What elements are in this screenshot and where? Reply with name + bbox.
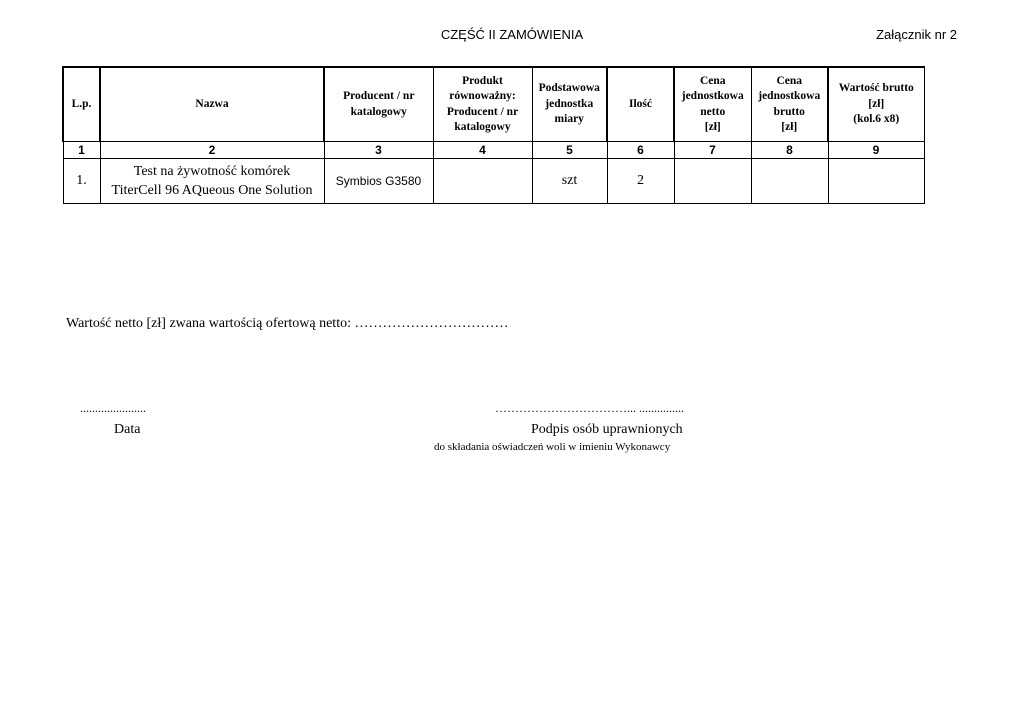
header-line: jednostkowa <box>758 90 821 102</box>
cell-name <box>100 159 324 204</box>
header-producer <box>324 67 433 142</box>
cell-name-line: TiterCell 96 AQueous One Solution <box>111 183 313 198</box>
header-line: Podstawowa <box>538 82 600 95</box>
header-line: katalogowy <box>350 105 407 118</box>
header-line: jednostkowa <box>681 90 744 102</box>
header-line: Producent / nr <box>446 105 519 118</box>
header-line: Cena <box>776 74 803 87</box>
cell-quantity: 2 <box>607 159 674 204</box>
header-line: Cena <box>699 74 726 87</box>
header-line: (kol.6 x8) <box>853 113 900 126</box>
header-line: Produkt <box>462 74 503 87</box>
column-number: 3 <box>324 142 433 159</box>
header-line: katalogowy <box>454 121 511 133</box>
header-line: brutto <box>773 105 805 118</box>
header-lp <box>63 67 100 142</box>
header-line: L.p. <box>71 97 92 110</box>
header-name <box>100 67 324 142</box>
cell-lp: 1. <box>63 159 100 204</box>
header-line: jednostka <box>545 97 594 110</box>
column-number: 2 <box>100 142 324 159</box>
cell-gross-price <box>751 159 828 204</box>
header-row <box>63 67 924 142</box>
net-value-line: Wartość netto [zł] zwana wartością ofertową netto: …………………………… <box>66 316 509 331</box>
header-line: Producent / nr <box>343 90 415 102</box>
column-number: 8 <box>751 142 828 159</box>
cell-producer: Symbios G3580 <box>324 159 433 204</box>
column-number: 6 <box>607 142 674 159</box>
header-unit <box>532 67 607 142</box>
column-number: 7 <box>674 142 751 159</box>
header-line: [zł] <box>781 121 798 133</box>
header-line: równoważny: <box>449 90 516 102</box>
column-number: 9 <box>828 142 924 159</box>
signature-label: Podpis osób uprawnionych <box>531 422 683 437</box>
annex-label: Załącznik nr 2 <box>876 27 957 42</box>
header-net-price <box>674 67 751 142</box>
column-number: 1 <box>63 142 100 159</box>
header-line: Nazwa <box>195 97 229 110</box>
cell-unit: szt <box>532 159 607 204</box>
document-title: CZĘŚĆ II ZAMÓWIENIA <box>440 27 584 42</box>
column-number: 4 <box>433 142 532 159</box>
signature-sublabel: do składania oświadczeń woli w imieniu Wykonawcy <box>434 441 671 453</box>
header-equivalent <box>433 67 532 142</box>
cell-net-price <box>674 159 751 204</box>
date-dots: ...................... <box>80 401 146 415</box>
header-gross-value <box>828 67 924 142</box>
header-line: [zł] <box>868 97 885 110</box>
signature-dots: ……………………………... ............... <box>495 401 684 415</box>
cell-equivalent <box>433 159 532 204</box>
column-number-row <box>63 142 924 159</box>
order-table <box>62 66 925 204</box>
header-line: netto <box>700 105 726 118</box>
header-line: miary <box>554 113 584 126</box>
cell-gross-value <box>828 159 924 204</box>
date-label: Data <box>114 422 141 437</box>
header-line: Wartość brutto <box>838 82 914 95</box>
table-row <box>63 159 924 204</box>
header-quantity <box>607 67 674 142</box>
header-gross-price <box>751 67 828 142</box>
header-line: Ilość <box>629 97 652 110</box>
cell-name-line: Test na żywotność komórek <box>133 164 291 179</box>
column-number: 5 <box>532 142 607 159</box>
header-line: [zł] <box>704 121 721 133</box>
